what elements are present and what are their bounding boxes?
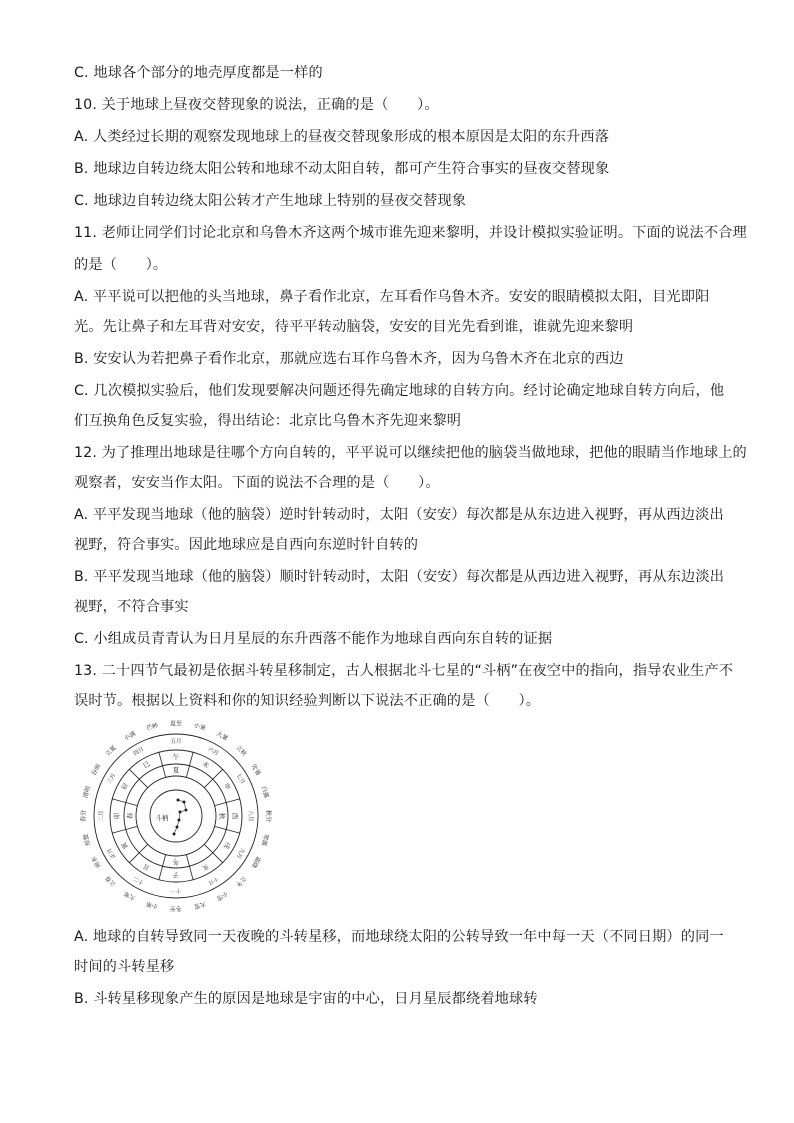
month-label: 正月 [106, 846, 118, 860]
solar-term-label: 惊蛰 [82, 833, 93, 847]
option-c-11: C. 几次模拟实验后，他们发现要解决问题还得先确定地球的自转方向。经讨论确定地球自转方向后，他 [74, 383, 725, 399]
dipper-line [174, 800, 186, 834]
season-label: 春 [126, 812, 134, 820]
option-a-13: A. 地球的自转导致同一天夜晚的斗转星移，而地球绕太阳的公转导致一年中每一天（不同日期）的同一 [74, 929, 724, 945]
dipper-star [178, 819, 181, 822]
month-label: 九月 [234, 846, 246, 860]
branch-label: 午 [172, 753, 180, 761]
dipper-star [183, 801, 186, 804]
ring-inner [136, 776, 216, 856]
branch-label: 亥 [200, 862, 211, 873]
branch-label: 戌 [222, 840, 233, 851]
month-label: 六月 [206, 746, 220, 758]
dipper-diagram-svg [74, 717, 278, 915]
month-label: 十月 [206, 874, 220, 886]
ring-divider [129, 844, 147, 862]
option-b-10: B. 地球边自转边绕太阳公转和地球不动太阳自转，都可产生符合事实的昼夜交替现象 [74, 161, 610, 177]
question-13: 13. 二十四节气最初是依据斗转星移制定，古人根据北斗七星的“斗柄”在夜空中的指向，指导农业生产不 [74, 663, 734, 679]
solar-term-label: 小雪 [215, 889, 229, 902]
question-12: 12. 为了推理出地球是往哪个方向自转的，平平说可以继续把他的脑袋当做地球，把他的眼睛当作地球上的 [74, 445, 747, 461]
solar-term-label: 冬至 [169, 904, 183, 912]
solar-term-label: 清明 [82, 785, 93, 799]
solar-term-label: 寒露 [259, 833, 270, 847]
option-c-9: C. 地球各个部分的地壳厚度都是一样的 [74, 65, 323, 81]
solar-term-label: 立春 [104, 874, 118, 888]
branch-label: 巳 [141, 759, 152, 770]
question-11: 11. 老师让同学们讨论北京和乌鲁木齐这两个城市谁先迎来黎明，并设计模拟实验证明。下面的说法不合理 [74, 225, 747, 241]
month-label: 十一 [170, 887, 182, 893]
solar-term-label: 小满 [123, 730, 137, 743]
month-label: 十二 [132, 874, 146, 886]
month-label: 七月 [234, 772, 246, 786]
solar-term-label: 立冬 [234, 874, 248, 888]
branch-label: 申 [222, 781, 233, 792]
dipper-star [185, 809, 188, 812]
solar-term-label: 白露 [259, 785, 270, 799]
solar-term-label: 霜降 [249, 855, 262, 869]
solar-term-label: 大暑 [215, 730, 229, 743]
branch-label: 丑 [141, 862, 152, 873]
big-dipper [173, 799, 188, 836]
solar-term-label: 小寒 [145, 899, 159, 910]
ring-divider [129, 769, 147, 787]
option-b-13: B. 斗转星移现象产生的原因是地球是宇宙的中心，日月星辰都绕着地球转 [74, 991, 538, 1007]
option-a-12: A. 平平发现当地球（他的脑袋）逆时针转动时，太阳（安安）每次都是从东边进入视野，再从西边淡出 [74, 507, 724, 523]
option-b-12-cont: 视野，不符合事实 [74, 599, 189, 615]
option-a-11-cont: 光。先让鼻子和左耳背对安安，待平平转动脑袋，安安的目光先看到谁，谁就先迎来黎明 [74, 319, 634, 335]
dipper-diagram [74, 717, 278, 915]
solar-term-label: 大寒 [123, 889, 137, 902]
branch-label: 寅 [119, 840, 130, 851]
branch-label: 辰 [119, 781, 130, 792]
solar-term-label: 春分 [80, 809, 88, 823]
dipper-star [177, 799, 180, 802]
diagram-labels [80, 720, 273, 913]
month-label: 四月 [132, 746, 146, 758]
dipper-star [173, 833, 176, 836]
solar-term-label: 大雪 [193, 899, 207, 910]
dipper-star [176, 826, 179, 829]
option-a-12-cont: 视野，符合事实。因此地球应是自西向东逆时针自转的 [74, 537, 419, 553]
ring-divider [204, 769, 222, 787]
branch-label: 酉 [231, 812, 239, 820]
solar-term-label: 雨水 [90, 855, 103, 869]
question-13-cont: 误时节。根据以上资料和你的知识经验判断以下说法不正确的是（ ）。 [74, 693, 541, 709]
dipper-star [179, 811, 182, 814]
question-12-cont: 观察者，安安当作太阳。下面的说法不合理的是（ ）。 [74, 475, 440, 491]
solar-term-label: 芒种 [145, 722, 159, 733]
month-label: 五月 [170, 739, 182, 745]
solar-term-label: 处暑 [249, 763, 262, 777]
option-a-11: A. 平平说可以把他的头当地球，鼻子看作北京，左耳看作乌鲁木齐。安安的眼睛模拟太阳，目光即阳 [74, 289, 710, 305]
branch-label: 子 [172, 871, 180, 879]
solar-term-label: 谷雨 [90, 763, 103, 777]
question-11-cont: 的是（ ）。 [74, 257, 168, 273]
option-c-10: C. 地球边自转边绕太阳公转才产生地球上特别的昼夜交替现象 [74, 193, 467, 209]
solar-term-label: 夏至 [169, 720, 183, 728]
option-a-10: A. 人类经过长期的观察发现地球上的昼夜交替现象形成的根本原因是太阳的东升西落 [74, 129, 610, 145]
branch-label: 卯 [113, 812, 121, 820]
branch-label: 未 [200, 759, 211, 770]
option-b-11: B. 安安认为若把鼻子看作北京，那就应选右耳作乌鲁木齐，因为乌鲁木齐在北京的西边 [74, 351, 624, 367]
solar-term-label: 小暑 [193, 722, 207, 733]
season-label: 夏 [172, 766, 180, 774]
question-10: 10. 关于地球上昼夜交替现象的说法，正确的是（ ）。 [74, 97, 439, 113]
option-b-12: B. 平平发现当地球（他的脑袋）顺时针转动时，太阳（安安）每次都是从西边进入视野，再从东边淡出 [74, 569, 725, 585]
month-label: 八月 [247, 810, 253, 822]
season-label: 秋 [218, 812, 226, 820]
option-a-13-cont: 时间的斗转星移 [74, 959, 175, 975]
solar-term-label: 秋分 [264, 809, 272, 823]
season-label: 冬 [172, 858, 180, 866]
solar-term-label: 立秋 [234, 744, 248, 758]
month-label: 三月 [106, 772, 118, 786]
center-label: 斗柄 [155, 814, 169, 822]
option-c-12: C. 小组成员青青认为日月星辰的东升西落不能作为地球自西向东自转的证据 [74, 631, 553, 647]
solar-term-label: 立夏 [104, 744, 118, 758]
ring-divider [204, 844, 222, 862]
option-c-11-cont: 们互换角色反复实验，得出结论：北京比乌鲁木齐先迎来黎明 [74, 413, 462, 429]
month-label: 二月 [99, 810, 105, 822]
